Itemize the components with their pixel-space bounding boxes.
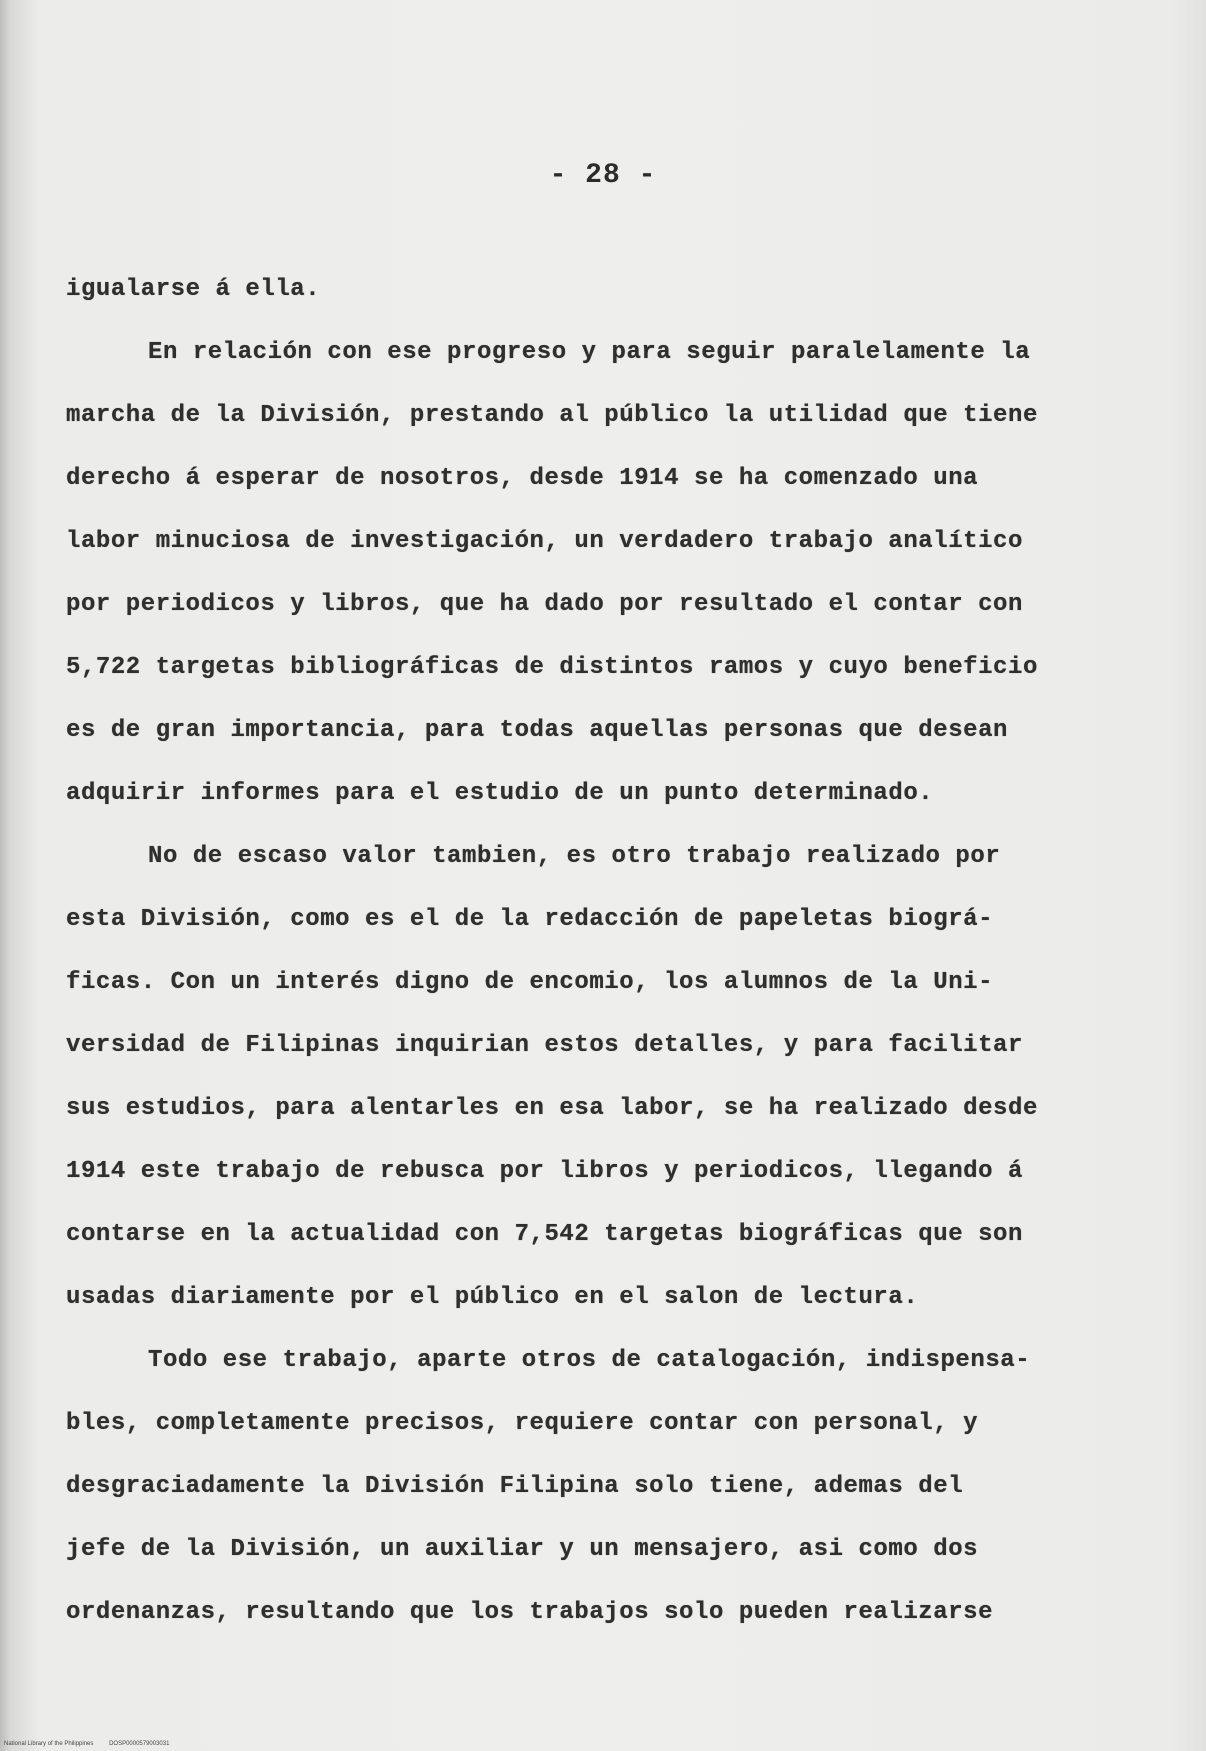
text-line: Todo ese trabajo, aparte otros de catalogación, indispensa-	[148, 1347, 1031, 1374]
text-line: No de escaso valor tambien, es otro trabajo realizado por	[148, 843, 1001, 870]
text-line: esta División, como es el de la redacción de papeletas biográ-	[66, 906, 994, 933]
text-line: versidad de Filipinas inquirian estos detalles, y para facilitar	[66, 1032, 1023, 1059]
text-line: En relación con ese progreso y para seguir paralelamente la	[148, 339, 1031, 366]
text-line: bles, completamente precisos, requiere contar con personal, y	[66, 1410, 979, 1437]
text-line: por periodicos y libros, que ha dado por resultado el contar con	[66, 591, 1023, 618]
body-text	[66, 258, 1126, 1644]
text-line: 1914 este trabajo de rebusca por libros y periodicos, llegando á	[66, 1158, 1023, 1185]
text-line: jefe de la División, un auxiliar y un mensajero, asi como dos	[66, 1536, 979, 1563]
text-line: derecho á esperar de nosotros, desde 1914 se ha comenzado una	[66, 465, 979, 492]
footer-institution: National Library of the Philippines	[4, 1741, 94, 1747]
text-line: ficas. Con un interés digno de encomio, los alumnos de la Uni-	[66, 969, 994, 996]
text-line: adquirir informes para el estudio de un punto determinado.	[66, 780, 934, 807]
footer	[4, 1741, 183, 1747]
footer-identifier: DOSP0000579003031	[109, 1741, 170, 1747]
text-line: marcha de la División, prestando al público la utilidad que tiene	[66, 402, 1038, 429]
text-line: ordenanzas, resultando que los trabajos solo pueden realizarse	[66, 1599, 994, 1626]
text-line: 5,722 targetas bibliográficas de distintos ramos y cuyo beneficio	[66, 654, 1038, 681]
text-line: desgraciadamente la División Filipina solo tiene, ademas del	[66, 1473, 964, 1500]
text-line: igualarse á ella.	[66, 276, 321, 303]
text-line: sus estudios, para alentarles en esa labor, se ha realizado desde	[66, 1095, 1038, 1122]
text-line: labor minuciosa de investigación, un verdadero trabajo analítico	[66, 528, 1023, 555]
text-line: contarse en la actualidad con 7,542 targetas biográficas que son	[66, 1221, 1023, 1248]
text-line: usadas diariamente por el público en el salon de lectura.	[66, 1284, 919, 1311]
text-line: es de gran importancia, para todas aquellas personas que desean	[66, 717, 1008, 744]
page-number: - 28 -	[549, 160, 657, 191]
